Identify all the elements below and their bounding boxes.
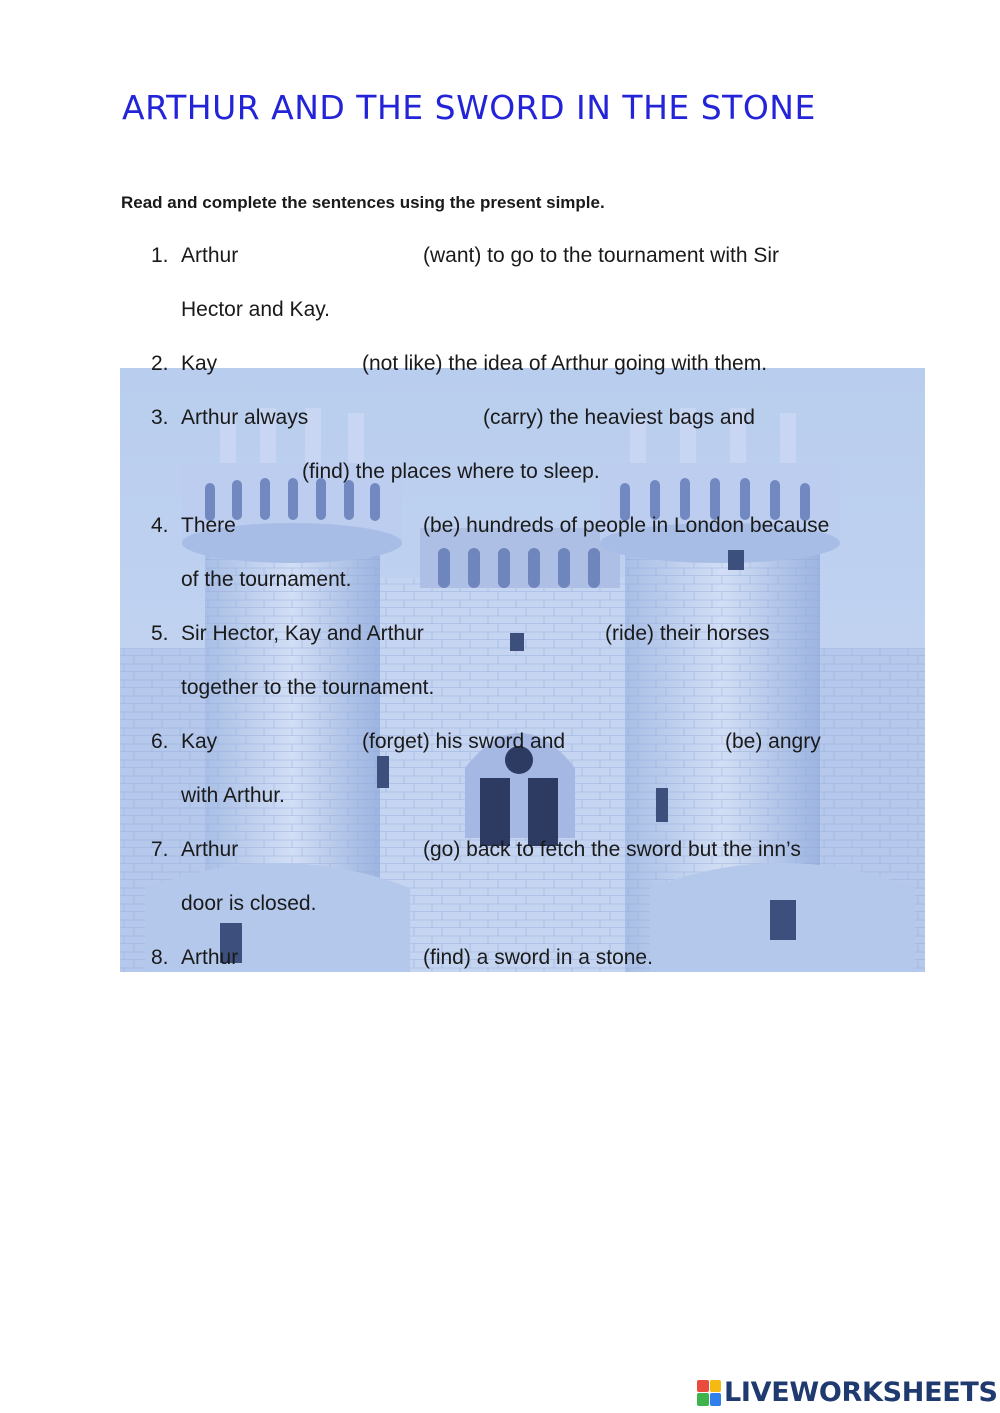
worksheet-title: ARTHUR AND THE SWORD IN THE STONE [122, 88, 816, 127]
item-number: 7. [151, 838, 169, 861]
item-text: Sir Hector, Kay and Arthur [181, 622, 424, 645]
answer-input-2[interactable] [228, 350, 360, 378]
item-text: with Arthur. [181, 784, 285, 807]
item-text: Arthur [181, 838, 239, 861]
item-text: (forget) his sword and [362, 730, 566, 753]
answer-input-5[interactable] [462, 620, 601, 648]
item-text: of the tournament. [181, 568, 352, 591]
item-text: Kay [181, 730, 218, 753]
item-text: together to the tournament. [181, 676, 435, 699]
item-number: 2. [151, 352, 169, 375]
item-number: 5. [151, 622, 169, 645]
answer-input-3b[interactable] [181, 458, 300, 486]
item-text: Arthur [181, 946, 239, 969]
item-text: Hector and Kay. [181, 298, 331, 321]
instructions: Read and complete the sentences using the present simple. [121, 193, 605, 212]
item-text: (be) hundreds of people in London because [423, 514, 830, 537]
answer-input-6b[interactable] [595, 728, 723, 756]
item-text: Arthur [181, 244, 239, 267]
item-text: (find) the places where to sleep. [302, 460, 600, 483]
liveworksheets-logo [697, 1377, 998, 1408]
item-text: (want) to go to the tournament with Sir [423, 244, 780, 267]
item-text: (go) back to fetch the sword but the inn’s [423, 838, 801, 861]
brand-grid-icon [697, 1380, 721, 1406]
item-text: There [181, 514, 236, 537]
item-text: Kay [181, 352, 218, 375]
item-number: 1. [151, 244, 169, 267]
item-text: (ride) their horses [605, 622, 770, 645]
item-number: 3. [151, 406, 169, 429]
answer-input-3a[interactable] [330, 404, 479, 432]
item-text: (find) a sword in a stone. [423, 946, 653, 969]
item-text: door is closed. [181, 892, 317, 915]
item-text: Arthur always [181, 406, 309, 429]
item-text: (be) angry [725, 730, 821, 753]
answer-input-4[interactable] [250, 512, 419, 540]
item-number: 4. [151, 514, 169, 537]
item-text: (not like) the idea of Arthur going with them. [362, 352, 768, 375]
item-number: 8. [151, 946, 169, 969]
brand-name: LIVEWORKSHEETS [724, 1377, 998, 1408]
answer-input-6a[interactable] [228, 728, 360, 756]
item-text: (carry) the heaviest bags and [483, 406, 755, 429]
answer-input-8[interactable] [255, 944, 419, 972]
item-number: 6. [151, 730, 169, 753]
answer-input-7[interactable] [255, 836, 419, 864]
answer-input-1[interactable] [255, 242, 419, 270]
